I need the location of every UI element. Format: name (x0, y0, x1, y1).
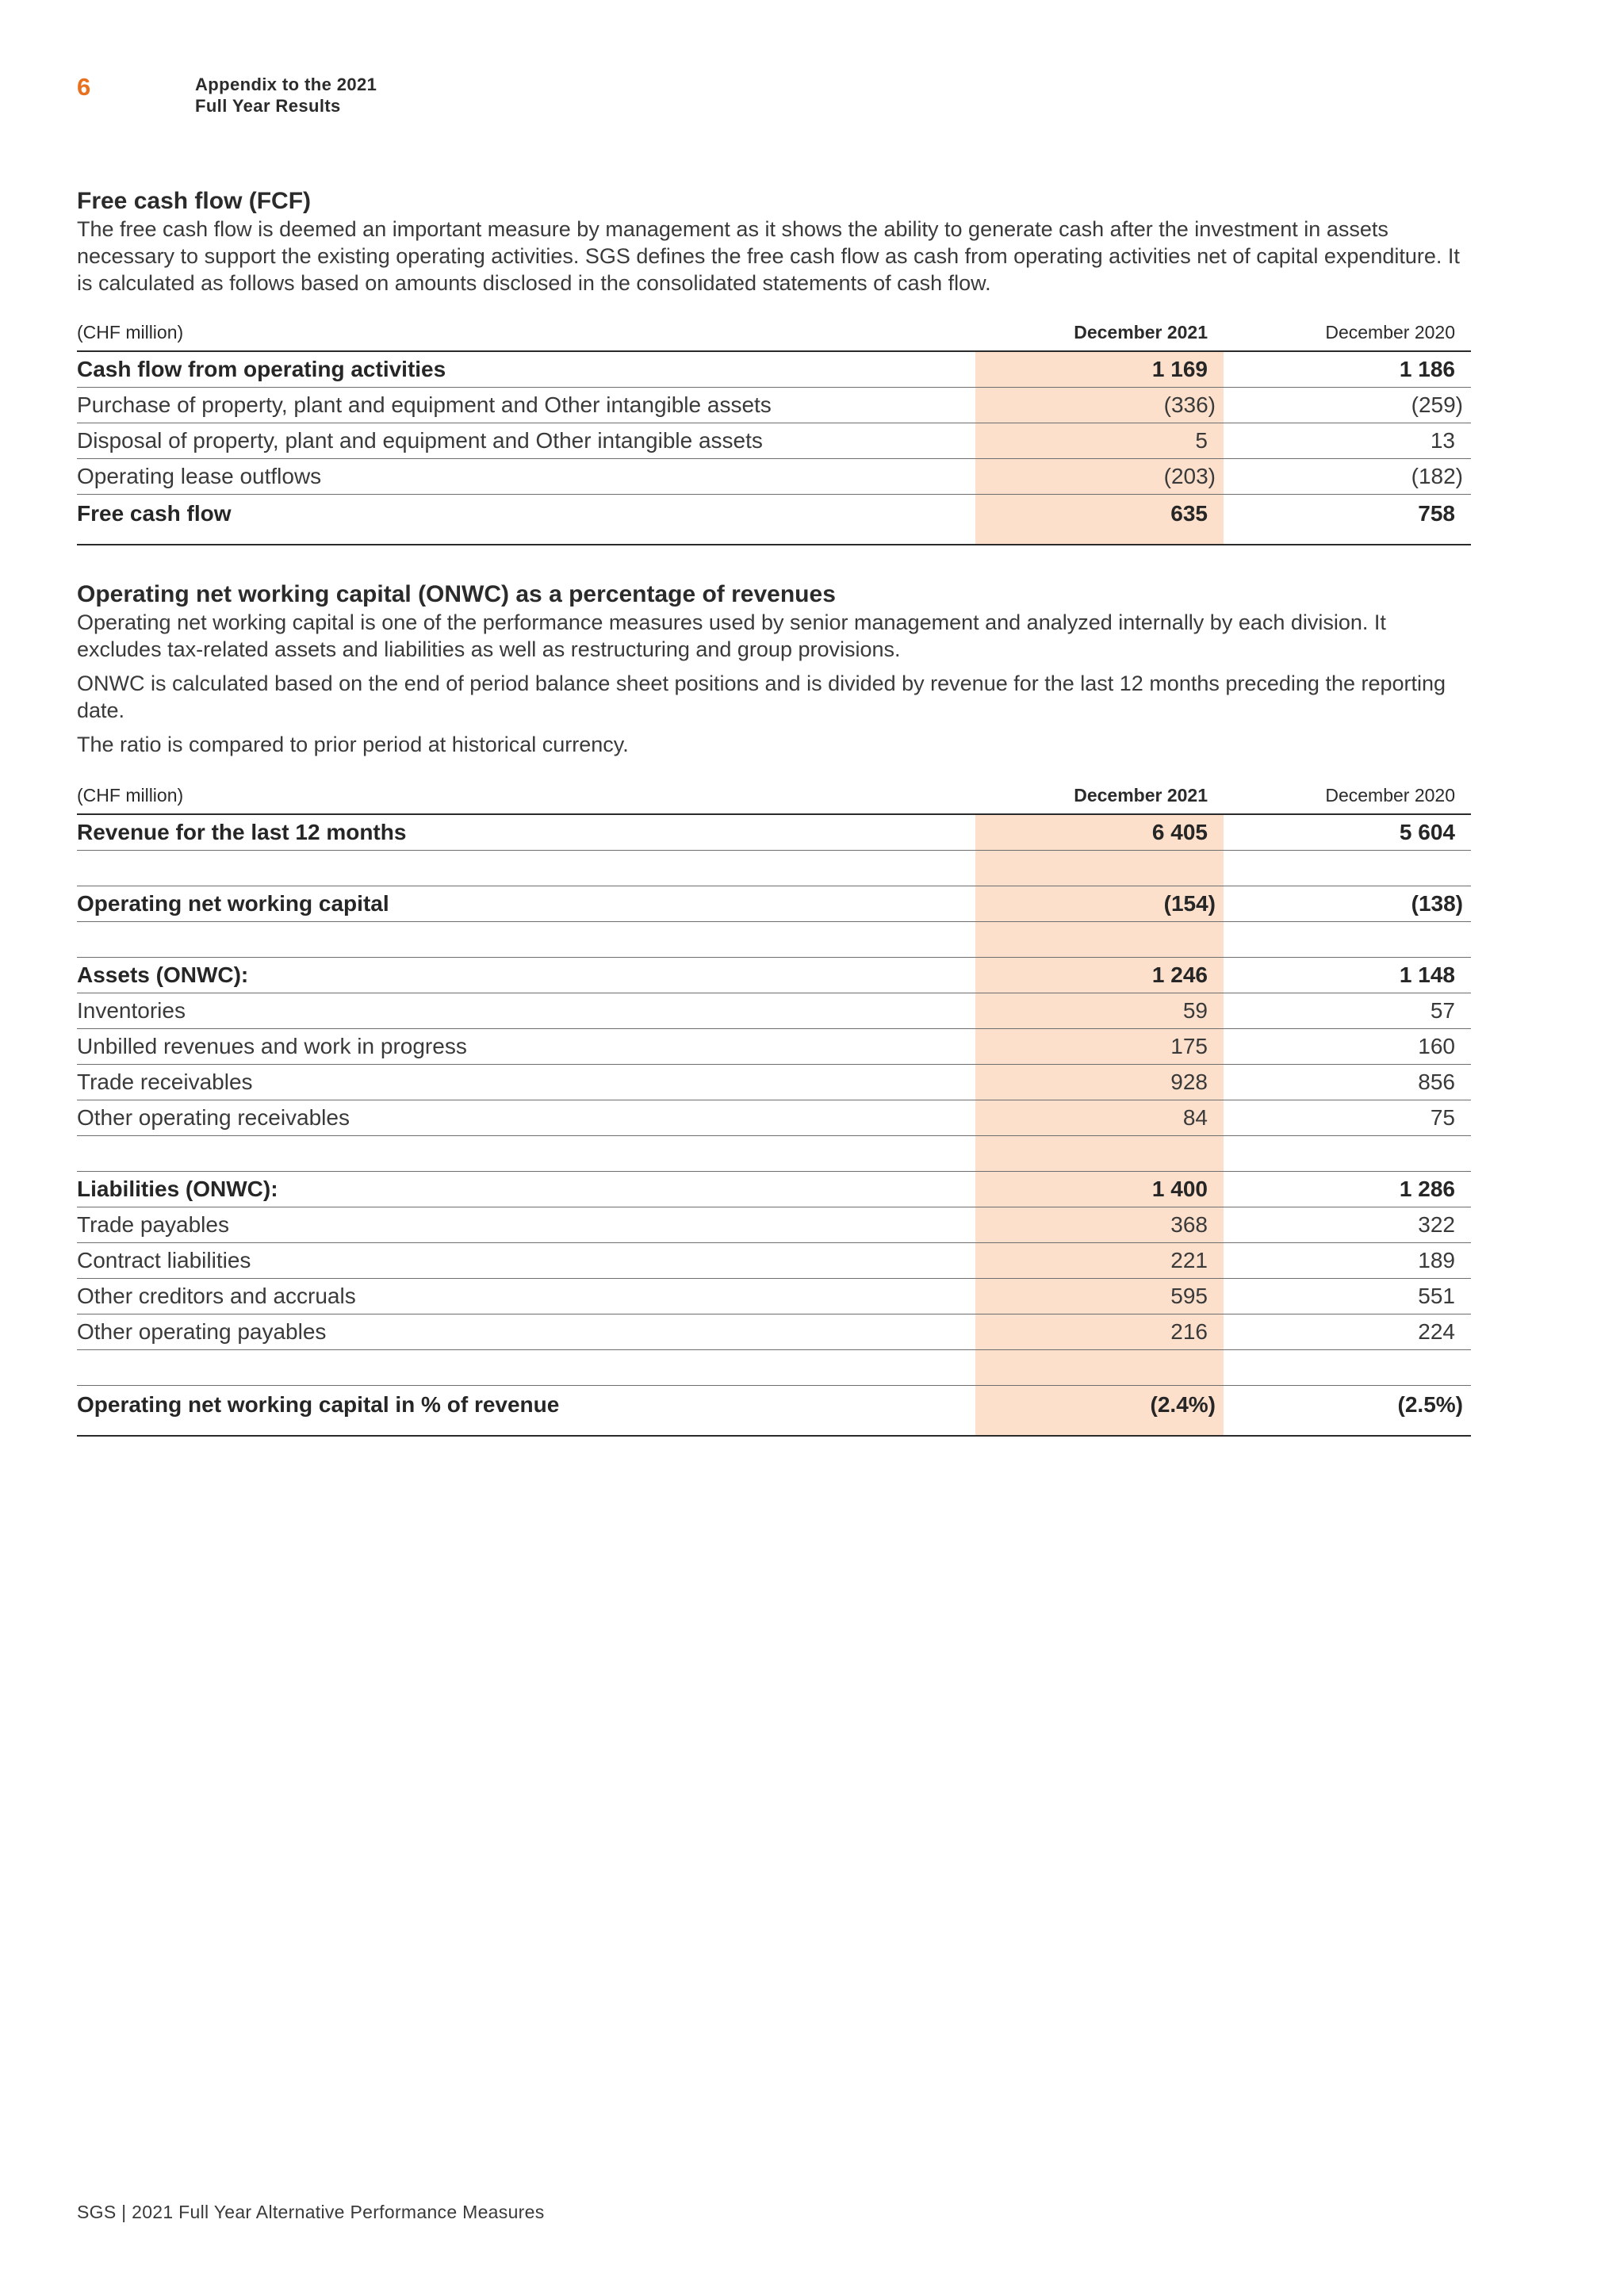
row-value-2021: 221 (975, 1243, 1224, 1279)
row-value-2020: 758 (1224, 495, 1471, 545)
onwc-table-header (77, 785, 1471, 814)
table-row-spacer (77, 1350, 1471, 1386)
onwc-section (77, 580, 1471, 758)
row-value-2020: 1 186 (1224, 351, 1471, 388)
onwc-paragraph-2: ONWC is calculated based on the end of period balance sheet positions and is divided by revenue for the last 12 months preceding the reporting date. (77, 672, 1446, 722)
row-value-2020: 57 (1224, 993, 1471, 1029)
onwc-paragraph-1: Operating net working capital is one of the performance measures used by senior management and analyzed internally by each division. It excludes tax-related assets and liabilities as well as restructuring and group provisions. (77, 610, 1386, 661)
table-row-spacer (77, 851, 1471, 886)
fcf-table-header (77, 322, 1471, 351)
table-row (77, 1279, 1471, 1314)
table-row (77, 1172, 1471, 1207)
fcf-section (77, 187, 1471, 297)
table-row (77, 1207, 1471, 1243)
table-row (77, 1100, 1471, 1136)
row-value-2020 (1224, 851, 1471, 886)
row-value-2021: 5 (975, 423, 1224, 459)
row-value-2021 (975, 1350, 1224, 1386)
row-value-2021: 1 400 (975, 1172, 1224, 1207)
table-row (77, 958, 1471, 993)
table-row (77, 993, 1471, 1029)
row-label (77, 1136, 975, 1172)
row-value-2021 (975, 922, 1224, 958)
running-head (195, 74, 377, 117)
table-row (77, 1243, 1471, 1279)
row-value-2021: 59 (975, 993, 1224, 1029)
row-label: Operating lease outflows (77, 459, 975, 495)
row-value-2021: 595 (975, 1279, 1224, 1314)
row-value-2021: 1 169 (975, 351, 1224, 388)
row-label (77, 1350, 975, 1386)
row-value-2020: 551 (1224, 1279, 1471, 1314)
onwc-title: Operating net working capital (ONWC) as a percentage of revenues (77, 581, 836, 607)
table-row (77, 1314, 1471, 1350)
fcf-col-december-2020: December 2020 (1224, 322, 1471, 351)
row-value-2020 (1224, 1350, 1471, 1386)
row-value-2020: 224 (1224, 1314, 1471, 1350)
fcf-table (77, 322, 1471, 545)
row-label (77, 922, 975, 958)
row-value-2021: 216 (975, 1314, 1224, 1350)
table-row (77, 1029, 1471, 1065)
row-label: Liabilities (ONWC): (77, 1172, 975, 1207)
row-value-2020: 160 (1224, 1029, 1471, 1065)
row-label: Revenue for the last 12 months (77, 814, 975, 851)
row-value-2021: 635 (975, 495, 1224, 545)
row-value-2020: 322 (1224, 1207, 1471, 1243)
fcf-col-december-2021: December 2021 (975, 322, 1224, 351)
row-value-2021: 368 (975, 1207, 1224, 1243)
onwc-paragraph-3: The ratio is compared to prior period at historical currency. (77, 733, 629, 756)
row-label: Assets (ONWC): (77, 958, 975, 993)
row-value-2020: (138) (1224, 886, 1471, 922)
row-label: Disposal of property, plant and equipment and Other intangible assets (77, 423, 975, 459)
fcf-title: Free cash flow (FCF) (77, 188, 312, 214)
row-value-2021 (975, 1136, 1224, 1172)
running-head-line-2: Full Year Results (195, 96, 341, 116)
row-value-2020: 856 (1224, 1065, 1471, 1100)
row-value-2021: (336) (975, 388, 1224, 423)
row-value-2020 (1224, 1136, 1471, 1172)
row-label: Cash flow from operating activities (77, 351, 975, 388)
running-head-line-1: Appendix to the 2021 (195, 75, 377, 94)
row-value-2021: 84 (975, 1100, 1224, 1136)
row-value-2020: 5 604 (1224, 814, 1471, 851)
row-value-2020: 1 286 (1224, 1172, 1471, 1207)
row-label: Free cash flow (77, 495, 975, 545)
row-value-2020: (2.5%) (1224, 1386, 1471, 1437)
table-row (77, 1065, 1471, 1100)
row-label: Operating net working capital (77, 886, 975, 922)
onwc-unit-label: (CHF million) (77, 785, 975, 814)
row-value-2021: 6 405 (975, 814, 1224, 851)
row-label: Other creditors and accruals (77, 1279, 975, 1314)
row-value-2020: (182) (1224, 459, 1471, 495)
table-row (77, 423, 1471, 459)
row-label: Contract liabilities (77, 1243, 975, 1279)
row-value-2021: (203) (975, 459, 1224, 495)
table-row (77, 1386, 1471, 1437)
page-number: 6 (77, 73, 91, 101)
table-row (77, 886, 1471, 922)
row-value-2021: (154) (975, 886, 1224, 922)
onwc-table (77, 785, 1471, 1437)
onwc-table-wrap (77, 785, 1471, 1437)
fcf-description: The free cash flow is deemed an important measure by management as it shows the ability to generate cash after the investment in assets necessary to support the existing operating activities. SGS defines the free cash flow as cash from operating activities net of capital expenditure. It is calculated as follows based on amounts disclosed in the consolidated statements of cash flow. (77, 217, 1460, 295)
row-label: Trade receivables (77, 1065, 975, 1100)
row-value-2021 (975, 851, 1224, 886)
page-footer: SGS | 2021 Full Year Alternative Performance Measures (77, 2202, 545, 2222)
row-value-2021: (2.4%) (975, 1386, 1224, 1437)
row-value-2020: 1 148 (1224, 958, 1471, 993)
table-row-spacer (77, 922, 1471, 958)
onwc-col-december-2020: December 2020 (1224, 785, 1471, 814)
row-value-2021: 928 (975, 1065, 1224, 1100)
row-value-2020: 75 (1224, 1100, 1471, 1136)
row-label: Unbilled revenues and work in progress (77, 1029, 975, 1065)
onwc-col-december-2021: December 2021 (975, 785, 1224, 814)
table-row (77, 388, 1471, 423)
fcf-table-wrap (77, 322, 1471, 545)
row-label: Inventories (77, 993, 975, 1029)
row-label: Other operating receivables (77, 1100, 975, 1136)
table-row (77, 495, 1471, 545)
table-row (77, 814, 1471, 851)
row-value-2020: (259) (1224, 388, 1471, 423)
table-row (77, 459, 1471, 495)
row-label: Trade payables (77, 1207, 975, 1243)
row-label: Other operating payables (77, 1314, 975, 1350)
fcf-unit-label: (CHF million) (77, 322, 975, 351)
row-label: Purchase of property, plant and equipment and Other intangible assets (77, 388, 975, 423)
row-value-2020: 189 (1224, 1243, 1471, 1279)
row-value-2021: 1 246 (975, 958, 1224, 993)
row-value-2021: 175 (975, 1029, 1224, 1065)
table-row-spacer (77, 1136, 1471, 1172)
table-row (77, 351, 1471, 388)
row-label: Operating net working capital in % of revenue (77, 1386, 975, 1437)
row-label (77, 851, 975, 886)
row-value-2020 (1224, 922, 1471, 958)
row-value-2020: 13 (1224, 423, 1471, 459)
